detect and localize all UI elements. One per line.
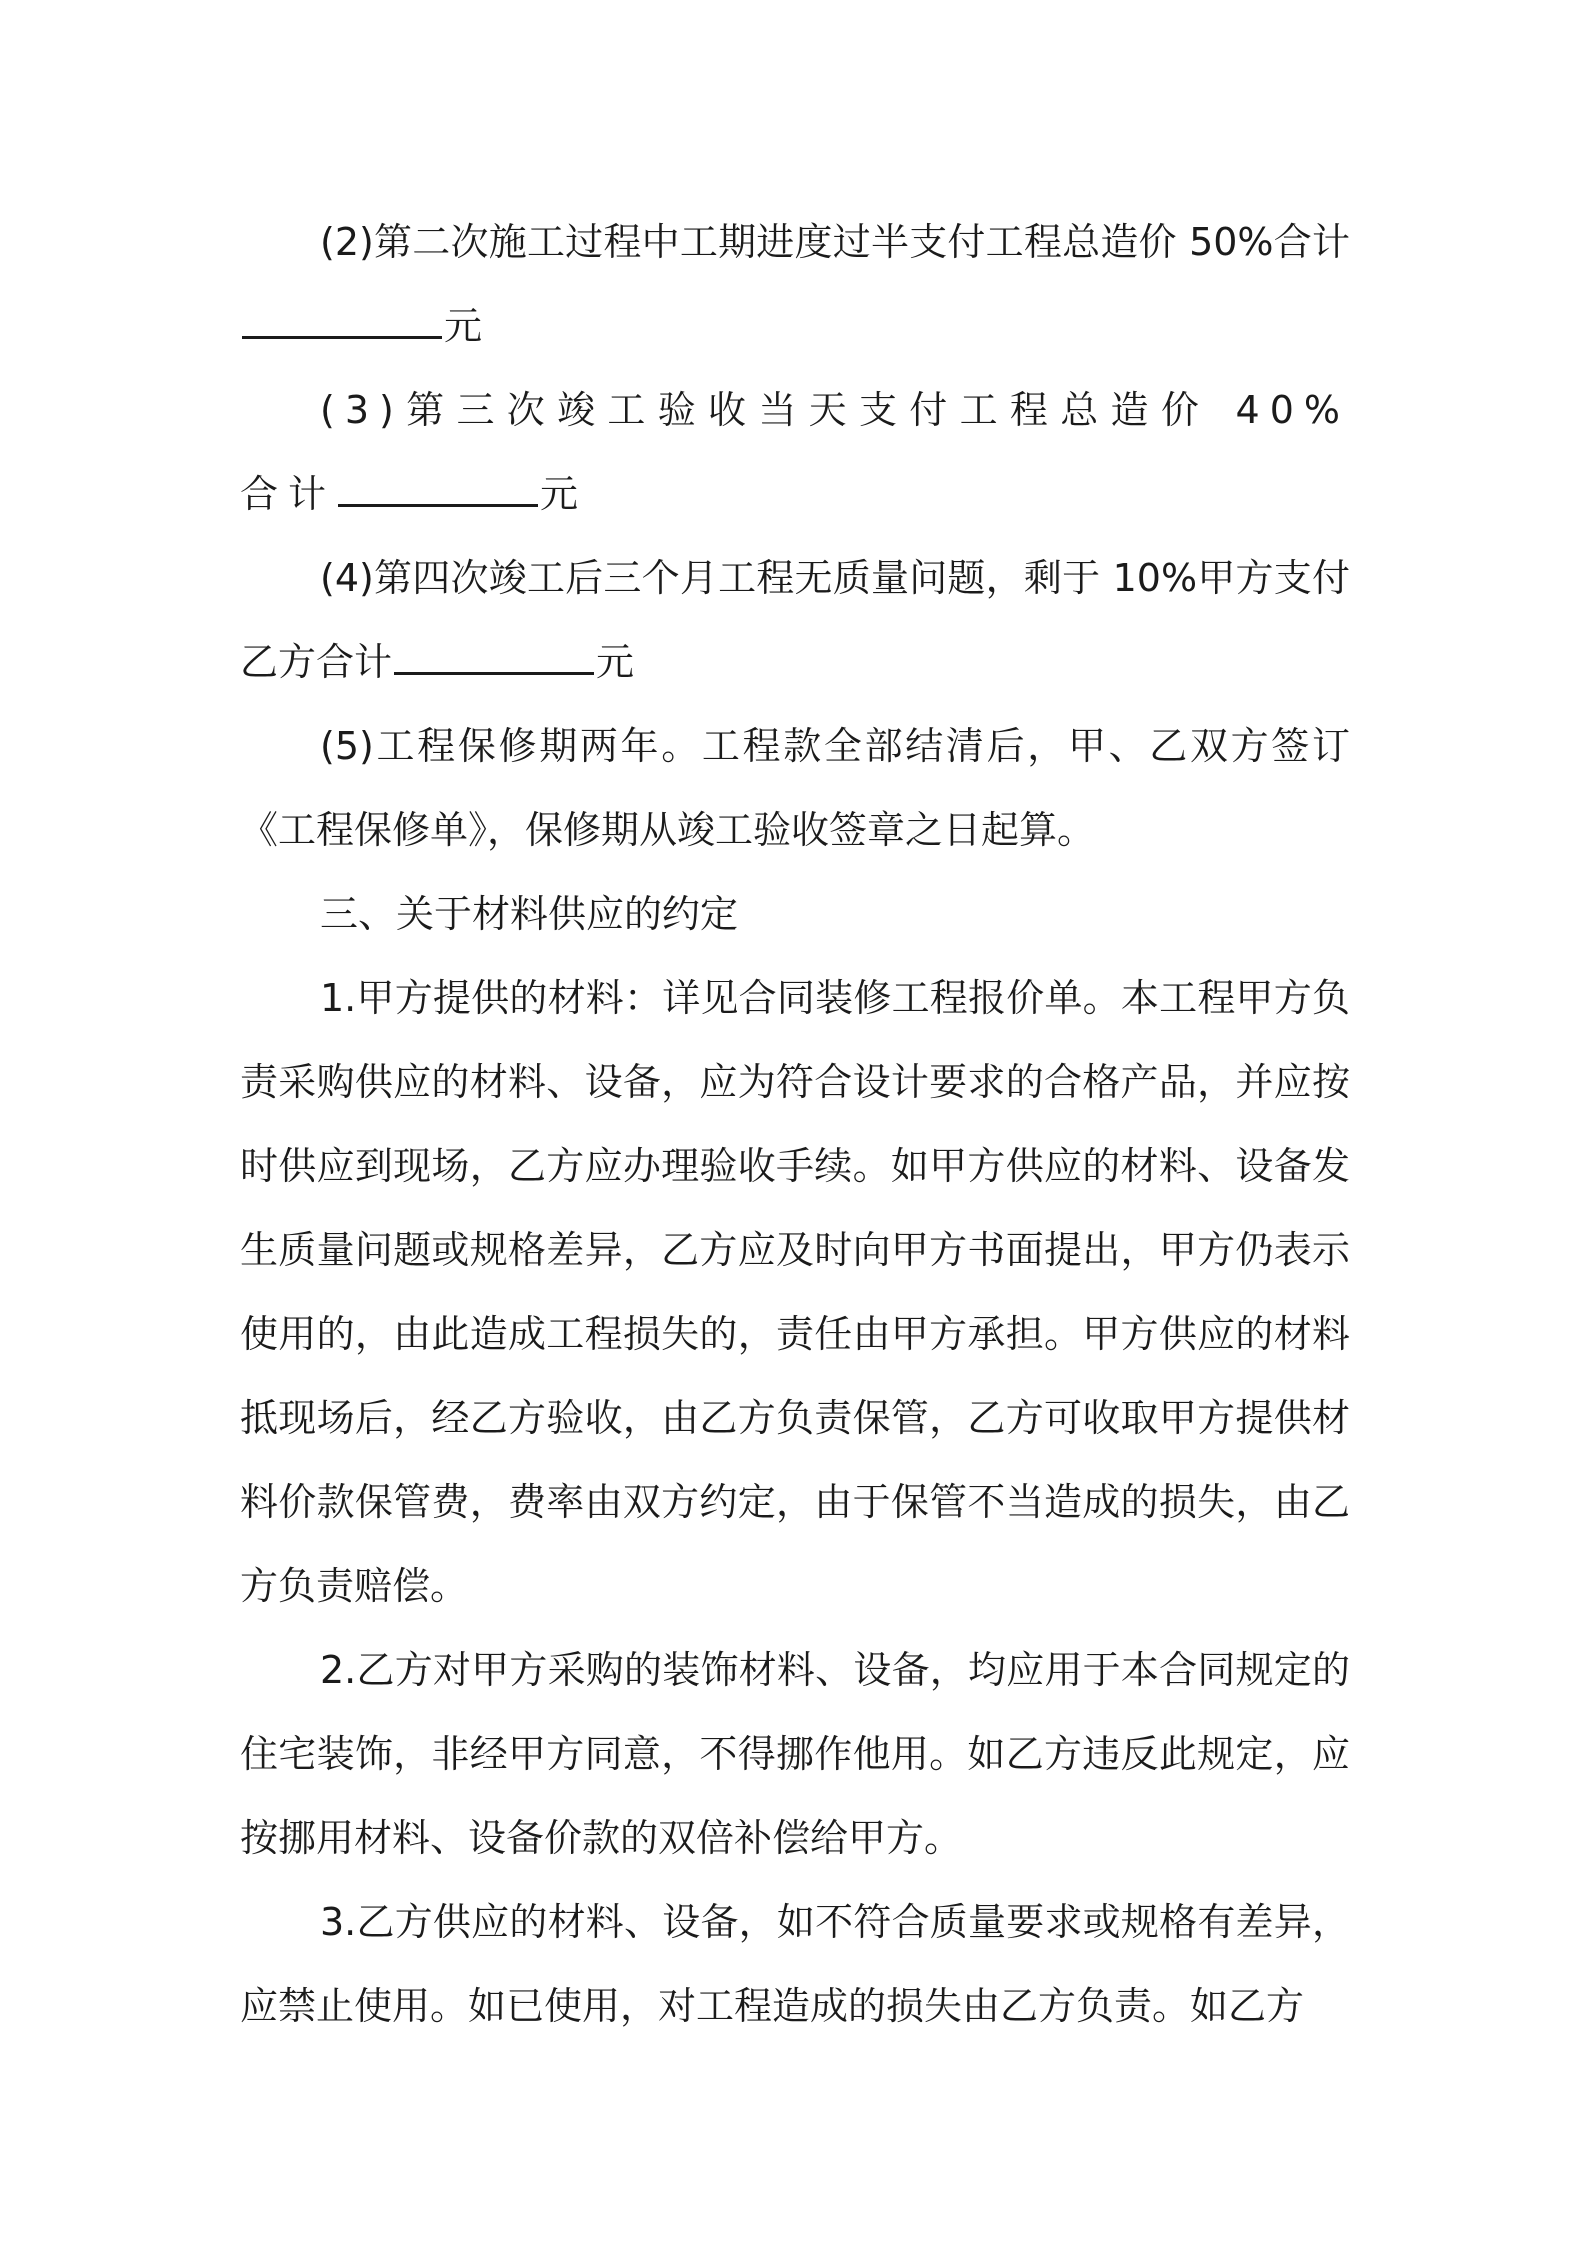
payment-clause-2-text: (2)第二次施工过程中工期进度过半支付工程总造价 50%合计 [320, 220, 1350, 264]
material-item-1: 1.甲方提供的材料：详见合同装修工程报价单。本工程甲方负责采购供应的材料、设备，应为符合设计要求的合格产品，并应按时供应到现场，乙方应办理验收手续。如甲方供应的材料、设备发生质量问题或规格差异，乙方应及时向甲方书面提出，甲方仍表示使用的，由此造成工程损失的，责任由甲方承担。甲方供应的材料抵现场后，经乙方验收，由乙方负责保管，乙方可收取甲方提供材料价款保管费，费率由双方约定，由于保管不当造成的损失，由乙方负责赔偿。 [240, 976, 1350, 1608]
document-body [240, 200, 1350, 2048]
payment-clause-3 [240, 368, 1350, 536]
payment-clause-2 [240, 200, 1350, 368]
payment-clause-3-unit: 元 [540, 472, 589, 516]
amount-blank-3 [338, 464, 538, 507]
payment-clause-4 [240, 536, 1350, 704]
amount-blank-4 [394, 632, 594, 675]
payment-clause-3-text: (3)第三次竣工验收当天支付工程总造价 40%合计 [240, 388, 1350, 516]
payment-clause-4-unit: 元 [596, 640, 635, 684]
payment-clause-2-unit: 元 [444, 304, 483, 348]
amount-blank-2 [242, 296, 442, 339]
section-heading: 三、关于材料供应的约定 [320, 892, 739, 936]
payment-clause-4-text: (4)第四次竣工后三个月工程无质量问题，剩于 10%甲方支付乙方合计 [240, 556, 1350, 684]
material-item-2: 2.乙方对甲方采购的装饰材料、设备，均应用于本合同规定的住宅装饰，非经甲方同意，不得挪作他用。如乙方违反此规定，应按挪用材料、设备价款的双倍补偿给甲方。 [240, 1648, 1350, 1860]
material-item-3: 3.乙方供应的材料、设备，如不符合质量要求或规格有差异，应禁止使用。如已使用，对工程造成的损失由乙方负责。如乙方 [240, 1900, 1350, 2028]
warranty-clause: (5)工程保修期两年。工程款全部结清后，甲、乙双方签订《工程保修单》，保修期从竣工验收签章之日起算。 [240, 724, 1350, 852]
